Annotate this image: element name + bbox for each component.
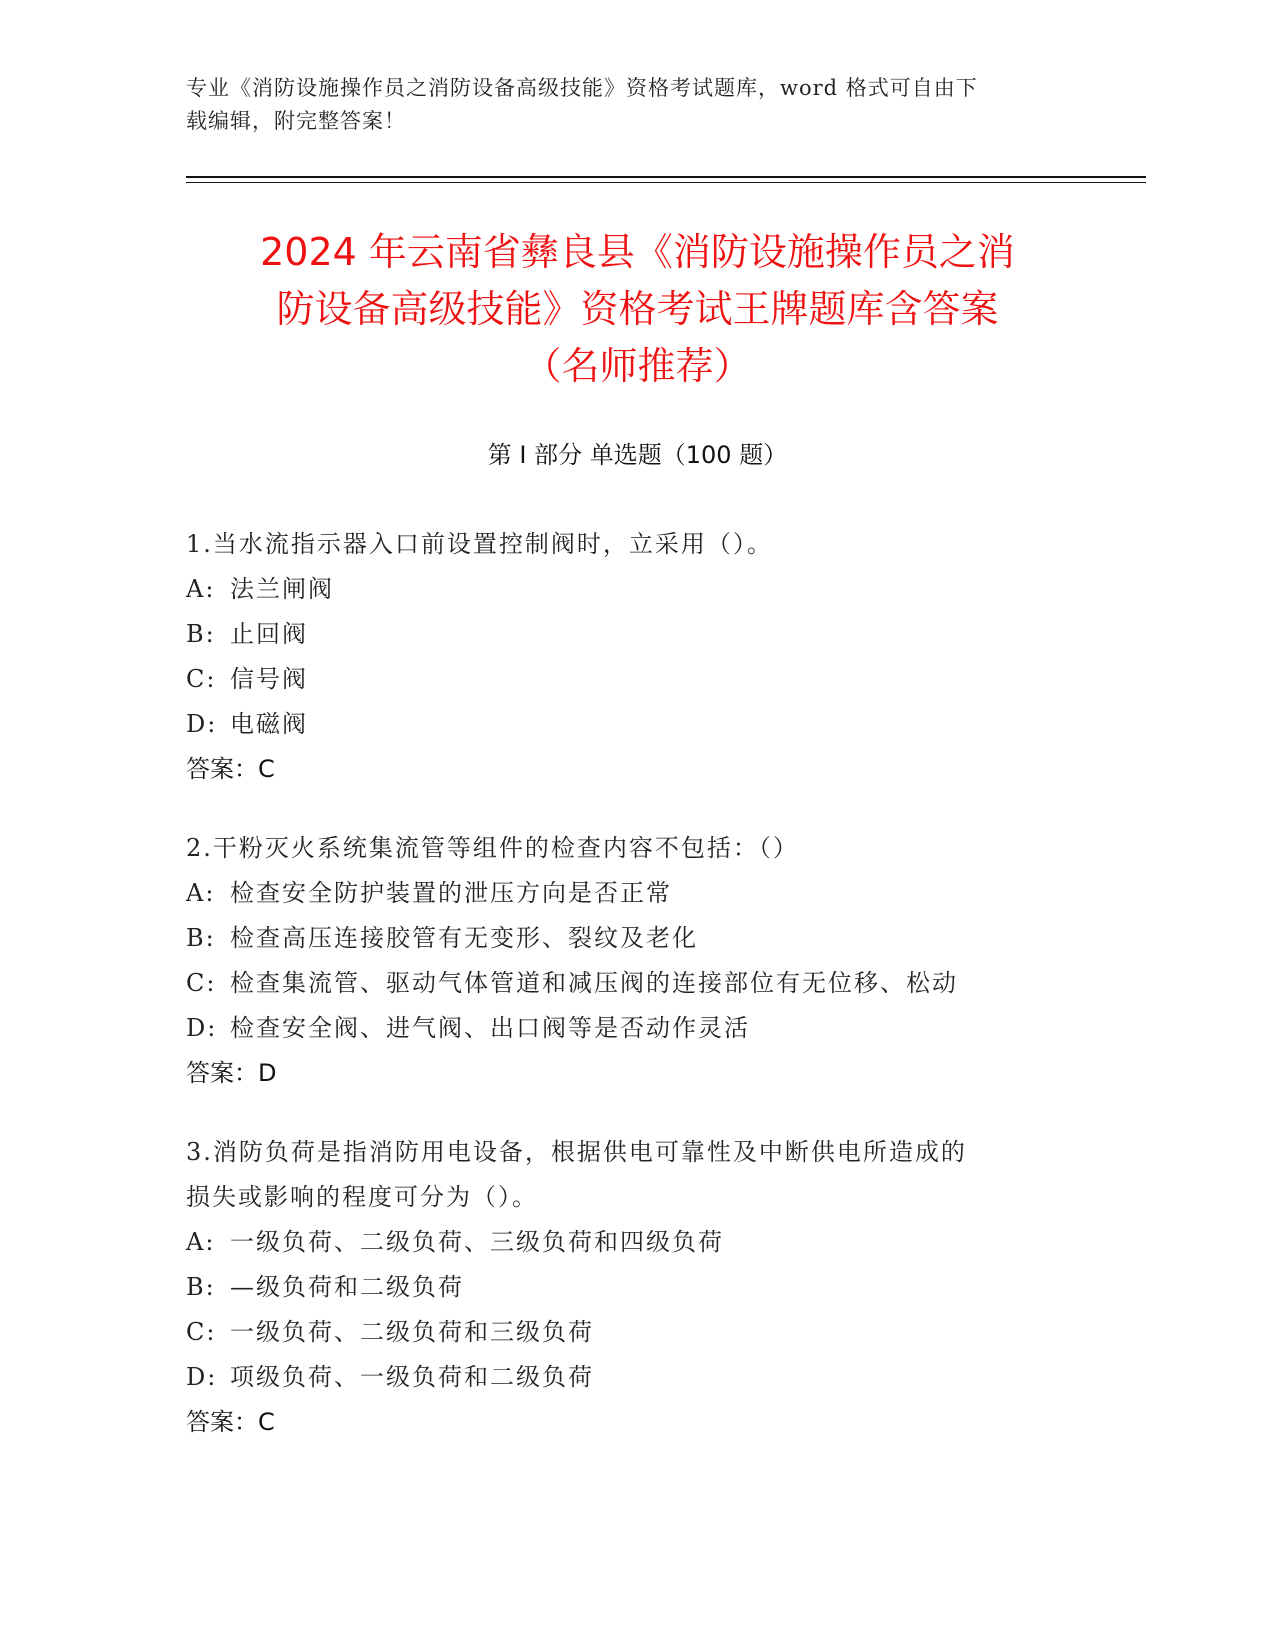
option-text: 检查集流管、驱动气体管道和减压阀的连接部位有无位移、松动: [230, 969, 958, 997]
option-c: [186, 657, 1086, 702]
title-line: 防设备高级技能》资格考试王牌题库含答案: [276, 287, 999, 331]
section-title: 第 I 部分 单选题（100 题）: [487, 441, 788, 469]
option-text: 法兰闸阀: [230, 575, 334, 603]
option-text: 检查安全防护装置的泄压方向是否正常: [230, 879, 672, 907]
option-d: [186, 1355, 1086, 1400]
option-a: [186, 567, 1086, 612]
option-text: 项级负荷、一级负荷和二级负荷: [230, 1363, 594, 1391]
question-item: [186, 522, 1086, 792]
question-stem: 3.消防负荷是指消防用电设备，根据供电可靠性及中断供电所造成的: [186, 1138, 967, 1166]
option-text: 止回阀: [230, 620, 308, 648]
option-text: —级负荷和二级负荷: [230, 1273, 464, 1301]
header-divider-thin: [186, 182, 1146, 183]
option-letter: A:: [186, 1228, 216, 1256]
header-note: [186, 72, 1066, 138]
option-text: 一级负荷、二级负荷和三级负荷: [230, 1318, 594, 1346]
question-stem: 1.当水流指示器入口前设置控制阀时，立采用（）。: [186, 530, 773, 558]
option-text: 一级负荷、二级负荷、三级负荷和四级负荷: [230, 1228, 724, 1256]
option-c: [186, 1310, 1086, 1355]
option-d: [186, 1006, 1086, 1051]
question-stem: 2.干粉灭火系统集流管等组件的检查内容不包括：（）: [186, 834, 799, 862]
option-letter: D:: [186, 1014, 218, 1042]
option-letter: D:: [186, 1363, 218, 1391]
question-stem: 损失或影响的程度可分为（）。: [186, 1183, 538, 1211]
question-item: [186, 826, 1086, 1096]
answer-line: 答案：C: [186, 755, 275, 783]
option-c: [186, 961, 1086, 1006]
document-title: [160, 224, 1115, 395]
option-a: [186, 1220, 1086, 1265]
header-note-line: 载编辑，附完整答案！: [186, 109, 406, 133]
option-letter: C:: [186, 1318, 217, 1346]
option-letter: A:: [186, 575, 216, 603]
answer-line: 答案：C: [186, 1408, 275, 1436]
option-a: [186, 871, 1086, 916]
option-d: [186, 702, 1086, 747]
option-letter: B:: [186, 1273, 216, 1301]
option-text: 电磁阀: [230, 710, 308, 738]
answer-line: 答案：D: [186, 1059, 277, 1087]
option-letter: B:: [186, 620, 216, 648]
option-b: [186, 1265, 1086, 1310]
header-divider-thick: [186, 176, 1146, 178]
option-text: 检查安全阀、进气阀、出口阀等是否动作灵活: [230, 1014, 750, 1042]
question-list: [186, 522, 1086, 1479]
question-item: [186, 1130, 1086, 1445]
option-text: 信号阀: [230, 665, 308, 693]
option-b: [186, 916, 1086, 961]
option-b: [186, 612, 1086, 657]
title-line: （名师推荐）: [523, 344, 752, 388]
option-letter: C:: [186, 969, 217, 997]
title-line: 2024 年云南省彝良县《消防设施操作员之消: [260, 230, 1015, 274]
option-letter: C:: [186, 665, 217, 693]
option-text: 检查高压连接胶管有无变形、裂纹及老化: [230, 924, 698, 952]
option-letter: B:: [186, 924, 216, 952]
option-letter: A:: [186, 879, 216, 907]
header-note-line: 专业《消防设施操作员之消防设备高级技能》资格考试题库，word 格式可自由下: [186, 76, 978, 100]
option-letter: D:: [186, 710, 218, 738]
